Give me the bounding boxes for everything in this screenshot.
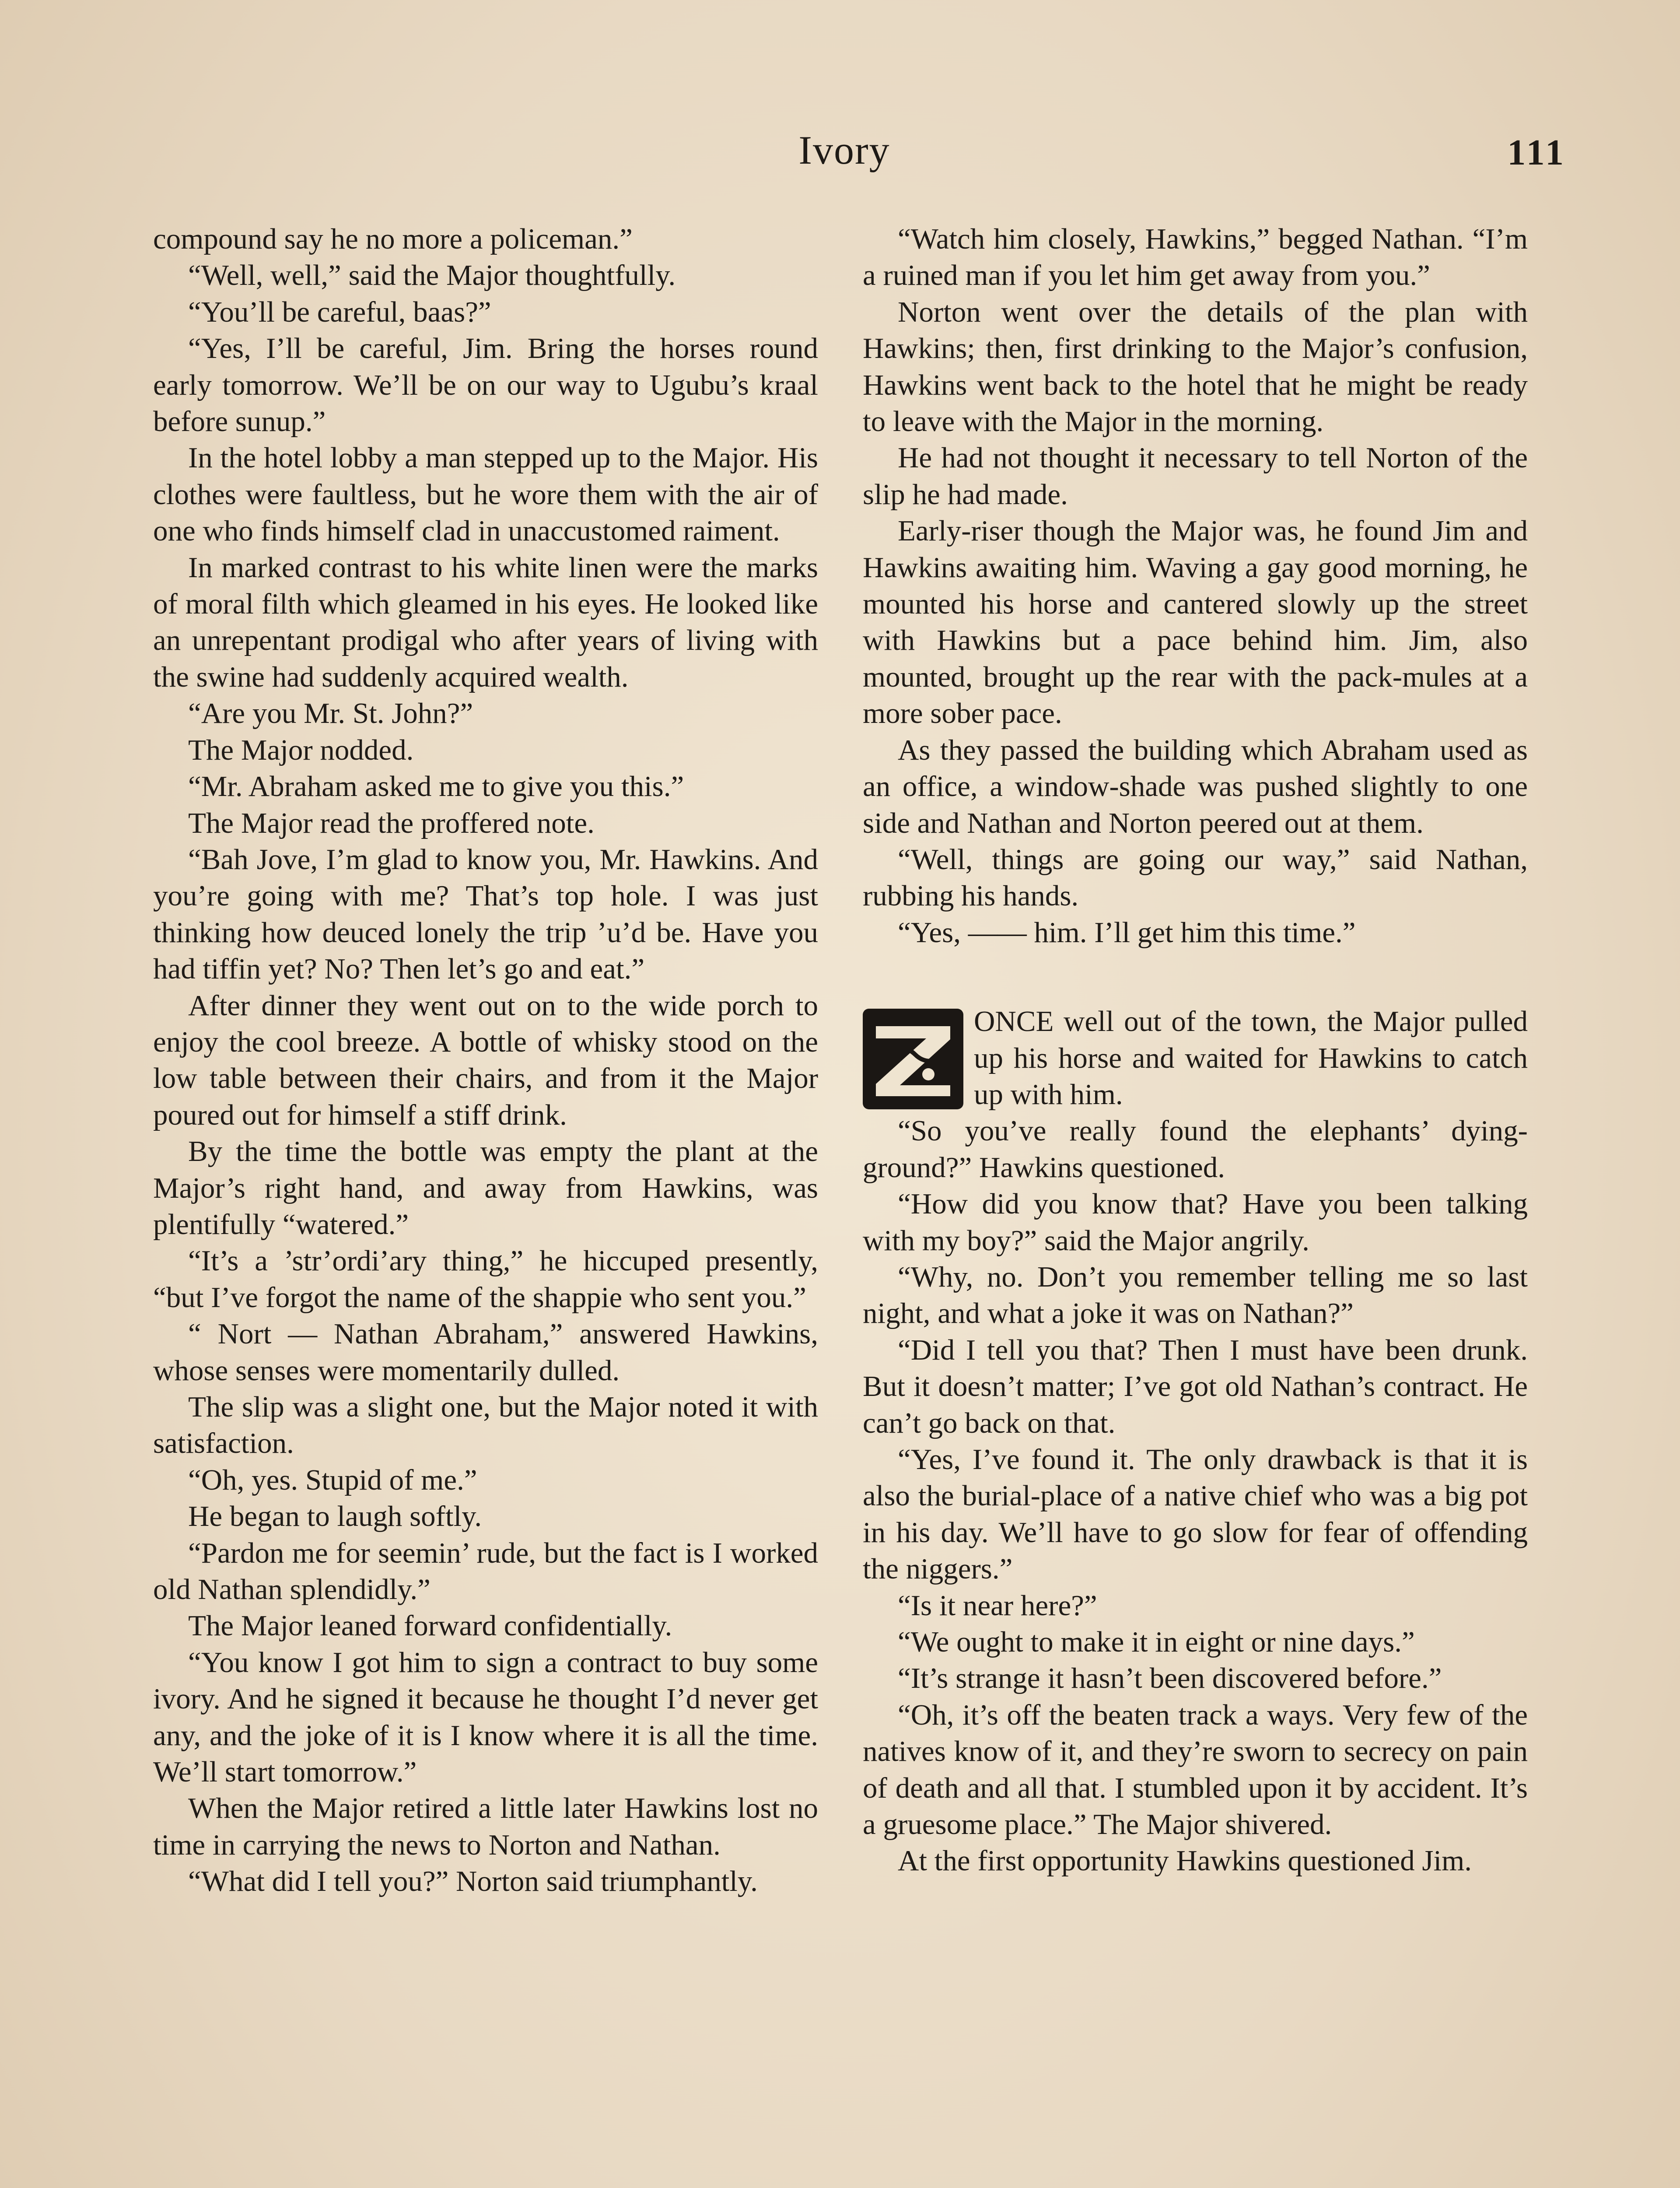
paragraph: compound say he no more a policeman.” [153,223,633,255]
paragraph: He had not thought it necessary to tell Norton of the slip he had made. [863,442,1528,511]
paragraph: Norton went over the details of the plan with Hawkins; then, first drinking to the Major’s confusion, Hawkins went back to the hotel that he might be ready to leave with the Major in the morning. [863,295,1528,438]
paragraph: “We ought to make it in eight or nine days.” [898,1626,1415,1659]
paragraph: “Why, no. Don’t you remember telling me so last night, and what a joke it was on Nathan?” [863,1260,1528,1330]
paragraph: “Yes, I’ve found it. The only drawback is that it is also the burial-place of a native chief who was a big pot in his day. We’ll have to go slow for fear of offending the niggers.” [863,1443,1528,1585]
paragraph: “Bah Jove, I’m glad to know you, Mr. Hawkins. And you’re going with me? That’s top hole. I was just thinking how deuced lonely the trip ’u’d be. Have you had tiffin yet? No? Then let’s go and eat.” [153,843,818,985]
paragraph: In the hotel lobby a man stepped up to the Major. His clothes were faultless, but he wore them with the air of one who finds himself clad in unaccustomed raiment. [153,442,818,547]
paragraph: “Did I tell you that? Then I must have been drunk. But it doesn’t matter; I’ve got old Nathan’s contract. He can’t go back on that. [863,1333,1528,1439]
paragraph: After dinner they went out on to the wide porch to enjoy the cool breeze. A bottle of whisky stood on the low table between their chairs, and from it the Major poured out for himself a stiff drink. [153,989,818,1131]
page-header [0,127,1680,188]
paragraph: Early-riser though the Major was, he found Jim and Hawkins awaiting him. Waving a gay good morning, he mounted his horse and cantered slowly up the street with Hawkins but a pace behind him. Jim, also mounted, brought up the rear with the pack-mules at a more sober pace. [863,515,1528,730]
page-number: 111 [1507,132,1566,173]
paragraph: “Pardon me for seemin’ rude, but the fact is I worked old Nathan splendidly.” [153,1536,818,1606]
paragraph: The Major nodded. [188,733,414,766]
paragraph: When the Major retired a little later Hawkins lost no time in carrying the news to Norton and Nathan. [153,1792,818,1861]
left-column [153,221,818,1900]
paragraph: In marked contrast to his white linen were the marks of moral filth which gleamed in his eyes. He looked like an unrepentant prodigal who after years of living with the swine had suddenly acquired wealth. [153,551,818,693]
paragraph: “It’s strange it hasn’t been discovered before.” [898,1662,1442,1695]
paragraph: “It’s a ’str’ordi’ary thing,” he hiccuped presently, “but I’ve forgot the name of the shappie who sent you.” [153,1245,818,1314]
paragraph: “What did I tell you?” Norton said triumphantly. [188,1865,758,1898]
paragraph: “Oh, it’s off the beaten track a ways. Very few of the natives know of it, and they’re sworn to secrecy on pain of death and all that. I stumbled upon it by accident. It’s a gruesome place.” The Major shivered. [863,1698,1528,1841]
paragraph: The Major read the proffered note. [188,806,595,839]
paragraph: “Are you Mr. St. John?” [188,697,473,730]
paragraph: “ Nort — Nathan Abraham,” answered Hawkins, whose senses were momentarily dulled. [153,1318,818,1387]
paragraph: “You know I got him to sign a contract to buy some ivory. And he signed it because he thought I’d never get any, and the joke of it is I know where it is all the time. We’ll start tomorrow.” [153,1646,818,1788]
paragraph: “Is it near here?” [898,1589,1097,1622]
paragraph: “Watch him closely, Hawkins,” begged Nathan. “I’m a ruined man if you let him get away from you.” [863,223,1528,292]
paragraph: “Mr. Abraham asked me to give you this.” [188,770,684,803]
paragraph: “So you’ve really found the elephants’ dying-ground?” Hawkins questioned. [863,1115,1528,1184]
paragraph: As they passed the building which Abraham used as an office, a window-shade was pushed slightly to one side and Nathan and Norton peered out at them. [863,733,1528,839]
paragraph: By the time the bottle was empty the plant at the Major’s right hand, and away from Hawkins, was plentifully “watered.” [153,1135,818,1241]
paragraph: “How did you know that? Have you been talking with my boy?” said the Major angrily. [863,1188,1528,1257]
paragraph: “Yes, —— him. I’ll get him this time.” [898,916,1356,949]
paragraph: “Oh, yes. Stupid of me.” [188,1463,477,1496]
paragraph: “Yes, I’ll be careful, Jim. Bring the horses round early tomorrow. We’ll be on our way to Ugubu’s kraal before sunup.” [153,332,818,438]
paragraph: “Well, things are going our way,” said Nathan, rubbing his hands. [863,843,1528,912]
paragraph: He began to laugh softly. [188,1500,482,1533]
dropcap-paragraph: ONCE well out of the town, the Major pulled up his horse and waited for Hawkins to catch up with him. [974,1005,1528,1111]
paragraph: The Major leaned forward confidentially. [188,1609,672,1642]
woodcut-initial-icon [863,1009,963,1109]
right-column [863,221,1528,1879]
section-break [863,1003,1528,1113]
paragraph: “You’ll be careful, baas?” [188,295,491,328]
paragraph: “Well, well,” said the Major thoughtfully. [188,259,676,292]
paragraph: The slip was a slight one, but the Major noted it with satisfaction. [153,1391,818,1460]
running-title: Ivory [798,128,890,172]
paragraph: At the first opportunity Hawkins questioned Jim. [898,1844,1472,1877]
